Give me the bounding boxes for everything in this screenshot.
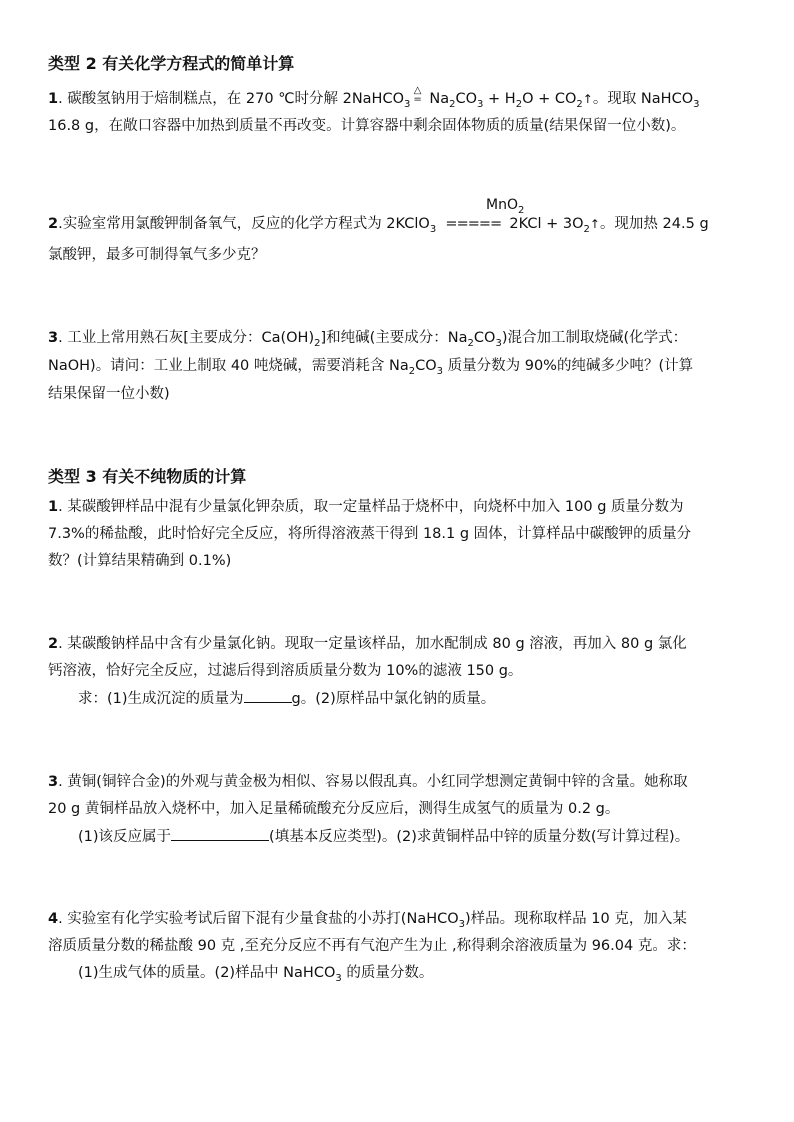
- s2-q3-line1: 3. 工业上常用熟石灰[主要成分：$Ca(OH)_2$]和纯碱(主要成分：$Na_2CO_3$)混合加工制取烧碱(化学式：: [48, 330, 688, 349]
- s2-q2-line1: 2.实验室常用氯酸钾制备氧气，反应的化学方程式为 2KClO$_3$ ===== $2KCl + 3O_2↑$。现加热 24.5 g: [48, 216, 709, 235]
- catalyst-label: MnO$_2$: [486, 197, 525, 216]
- question-number: 3: [48, 330, 59, 346]
- question-number: 3: [48, 774, 59, 790]
- s3-q4-line2: 溶质质量分数的稀盐酸 90 克 ,至充分反应不再有气泡产生为止 ,称得剩余溶液质量为 96.04 克。求：: [48, 938, 696, 954]
- question-number: 2: [48, 216, 59, 232]
- s3-q1-line3: 数？(计算结果精确到 0.1%): [48, 553, 232, 569]
- s3-q3-line1: 3. 黄铜(铜锌合金)的外观与黄金极为相似、容易以假乱真。小红同学想测定黄铜中锌的含量。她称取: [48, 774, 688, 790]
- s3-q1-line1: 1. 某碳酸钾样品中混有少量氯化钾杂质，取一定量样品于烧杯中，向烧杯中加入 100 g 质量分数为: [48, 499, 684, 515]
- s2-q1-line2: 16.8 g，在敞口容器中加热到质量不再改变。计算容器中剩余固体物质的质量(结果保留一位小数)。: [48, 118, 686, 134]
- s3-q4-line3: (1)生成气体的质量。(2)样品中 NaHCO$_3$ 的质量分数。: [78, 965, 434, 984]
- reaction-equals: =====: [445, 216, 505, 232]
- heat-condition: △ =: [413, 85, 422, 105]
- s3-q3-line3: (1)该反应属于 (填基本反应类型)。(2)求黄铜样品中锌的质量分数(写计算过程)。: [78, 826, 689, 847]
- question-number: 1: [48, 91, 59, 107]
- s3-q4-line1: 4. 实验室有化学实验考试后留下混有少量食盐的小苏打(NaHCO$_3$)样品。现称取样品 10 克，加入某: [48, 911, 687, 930]
- s3-q3-line2: 20 g 黄铜样品放入烧杯中，加入足量稀硫酸充分反应后，测得生成氢气的质量为 0.2 g。: [48, 801, 620, 817]
- question-number: 1: [48, 499, 59, 515]
- gas-arrow-icon: ↑: [582, 92, 593, 106]
- s3-q2-line1: 2. 某碳酸钠样品中含有少量氯化钠。现取一定量该样品，加水配制成 80 g 溶液，再加入 80 g 氯化: [48, 636, 687, 652]
- s2-q3-line3: 结果保留一位小数): [48, 386, 170, 402]
- question-number: 2: [48, 636, 59, 652]
- answer-blank[interactable]: [244, 688, 292, 703]
- section2-heading: 类型 2 有关化学方程式的简单计算: [48, 54, 295, 73]
- s2-q3-line2: NaOH)。请问：工业上制取 40 吨烧碱，需要消耗含 $Na_2CO_3$ 质量分数为 90%的纯碱多少吨？(计算: [48, 358, 694, 377]
- s2-q1-line1: 1. 碳酸氢钠用于焙制糕点，在 270 ℃时分解 2NaHCO$_3$△ = $Na_2CO_3 + H_2O$ + $CO_2↑$。现取 NaHCO$_3$: [48, 85, 700, 110]
- gas-arrow-icon: ↑: [589, 217, 600, 231]
- answer-blank[interactable]: [171, 826, 269, 841]
- s3-q2-line3: 求：(1)生成沉淀的质量为 g。(2)原样品中氯化钠的质量。: [78, 688, 495, 709]
- s3-q1-line2: 7.3%的稀盐酸，此时恰好完全反应，将所得溶液蒸干得到 18.1 g 固体，计算样品中碳酸钾的质量分: [48, 526, 692, 542]
- s2-q2-line2: 氯酸钾，最多可制得氧气多少克？: [48, 247, 266, 263]
- s3-q2-line2: 钙溶液，恰好完全反应，过滤后得到溶质质量分数为 10%的滤液 150 g。: [48, 663, 523, 679]
- section3-heading: 类型 3 有关不纯物质的计算: [48, 467, 247, 486]
- question-number: 4: [48, 911, 59, 927]
